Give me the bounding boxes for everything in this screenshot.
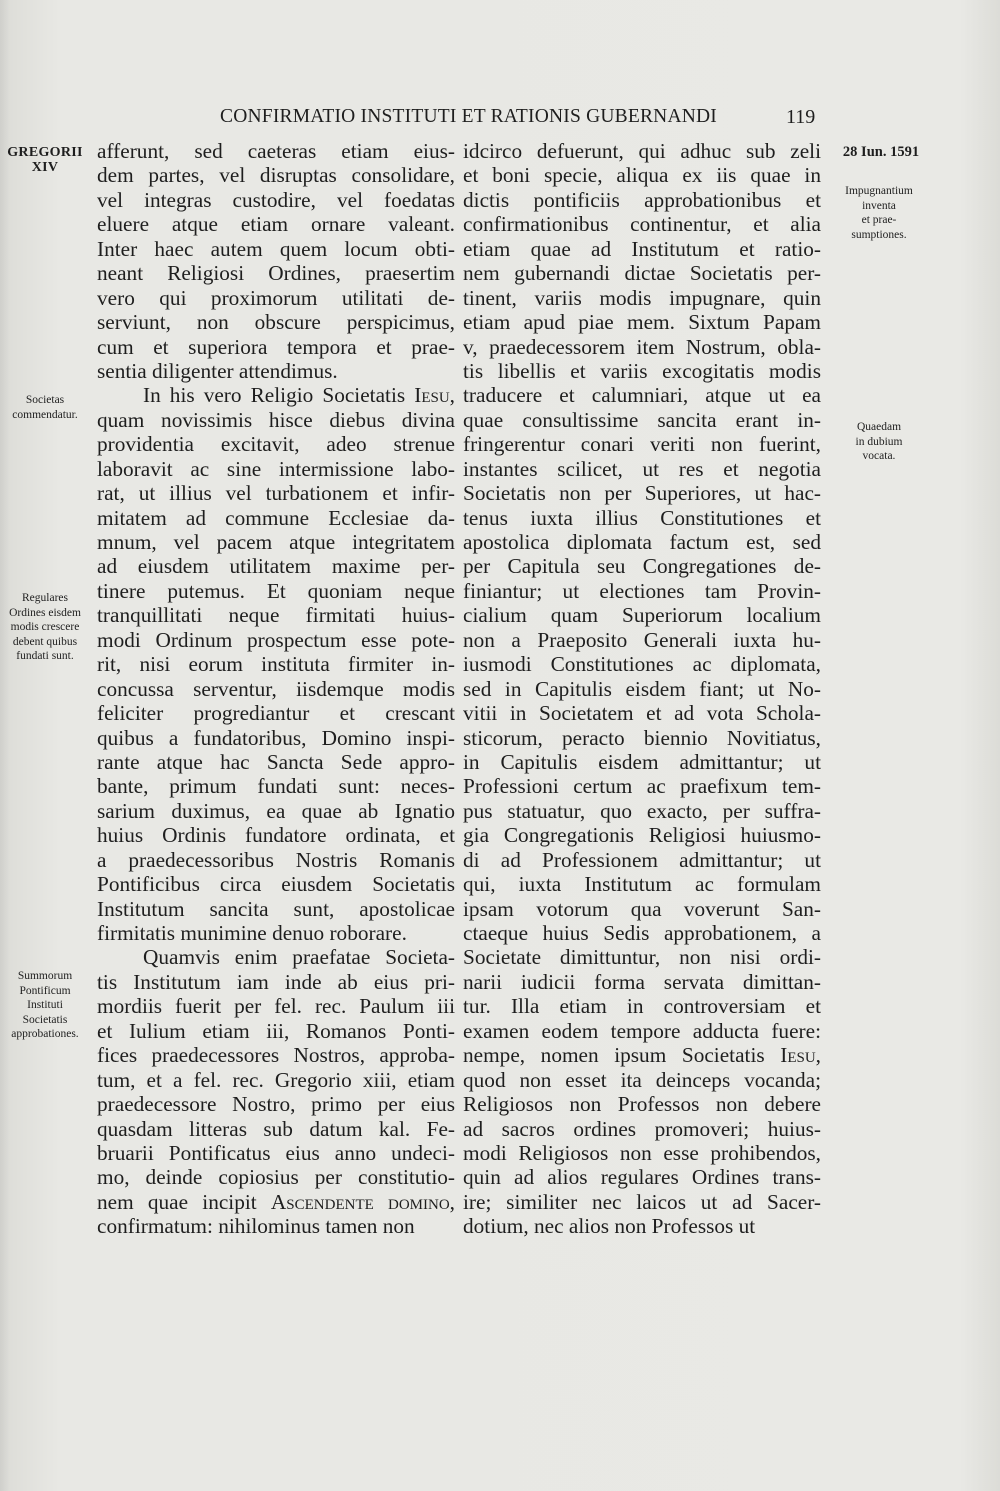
margin-note-regulares [2, 591, 88, 664]
text-line: vero qui proximorum utilitati de- [97, 285, 455, 310]
text-line: quibus a fundatoribus, Domino inspi- [97, 725, 455, 750]
margin-note-line: Regulares [22, 592, 68, 604]
margin-note-line: modis crescere [10, 621, 80, 633]
text-line: modi Ordinum prospectum esse pote- [97, 627, 455, 652]
text-line: rat, ut illius vel turbationem et infir- [97, 481, 455, 506]
margin-note-line: debent quibus [12, 635, 78, 648]
text-line: ipsam votorum qua voverunt San- [463, 896, 821, 921]
margin-note-line: Ordines eisdem [9, 606, 81, 619]
text-line: et Iulium etiam iii, Romanos Ponti- [97, 1018, 455, 1043]
text-line: tenus iuxta illius Constitutiones et [463, 505, 821, 530]
text-line: quin ad alios regulares Ordines trans- [463, 1165, 821, 1190]
text-line: fices praedecessores Nostros, approba- [97, 1043, 455, 1068]
text-line: cialium quam Superiorum localium [463, 603, 821, 628]
text-line: nem gubernandi dictae Societatis per- [463, 261, 821, 286]
margin-note-line: vocata. [862, 450, 896, 462]
margin-pope-line: XIV [31, 159, 59, 175]
text-line: sentia diligenter attendimus. [97, 358, 338, 383]
text-line: in Capitulis eisdem admittantur; ut [463, 749, 821, 774]
text-line: Professioni certum ac praefixum tem- [463, 774, 821, 799]
text-line: nempe, nomen ipsum Societatis Iesu, [463, 1043, 821, 1068]
text-line: mitatem ad commune Ecclesiae da- [97, 505, 455, 530]
margin-note-line: Quaedam [856, 421, 902, 433]
text-line: pus statuatur, quo exacto, per suffra- [463, 798, 821, 823]
text-line: et boni specie, aliqua ex iis quae in [463, 163, 821, 188]
text-line: mo, deinde copiosius per constitutio- [97, 1165, 455, 1190]
text-line: afferunt, sed caeteras etiam eius- [97, 139, 455, 163]
margin-note-line: Instituti [27, 999, 63, 1011]
text-line: praedecessore Nostro, primo per eius [97, 1092, 455, 1117]
text-line: quasdam litteras sub datum kal. Fe- [97, 1116, 455, 1141]
text-line: bruarii Pontificatus eius anno undeci- [97, 1140, 455, 1165]
text-line: idcirco defuerunt, qui adhuc sub zeli [463, 139, 821, 163]
text-line: mordiis fuerit per fel. rec. Paulum iii [97, 994, 455, 1019]
text-line: tur. Illa etiam in controversiam et [463, 994, 821, 1019]
margin-pope-line: GREGORII [7, 145, 83, 160]
margin-note-line: in dubium [855, 435, 903, 448]
text-line: Societate dimittuntur, non nisi ordi- [463, 945, 821, 970]
margin-note-line: Impugnantium [845, 185, 913, 197]
text-line: eluere atque etiam ornare valeant. [97, 212, 455, 237]
text-line: examen eodem tempore adducta fuere: [463, 1018, 821, 1043]
text-line: etiam quae ad Institutum et ratio- [463, 236, 821, 261]
text-line: quod non esset ita deinceps vocanda; [463, 1067, 821, 1092]
text-line: mnum, vel pacem atque integritatem [97, 530, 455, 554]
text-line: quam novissimis hisce diebus divina [97, 407, 455, 432]
text-line: quae consultissime sancita erant in- [463, 407, 821, 432]
text-line: cum et superiora tempora et prae- [97, 334, 455, 359]
text-line: dictis pontificiis approbationibus et [463, 187, 821, 212]
text-line: tinent, variis modis impugnare, quin [463, 285, 821, 310]
small-caps-word: Ascendente domino [270, 1189, 450, 1214]
margin-note-line: Summorum [17, 970, 73, 982]
text-line: gia Congregationis Religiosi huiusmo- [463, 823, 821, 848]
text-line: sticorum, peracto biennio Novitiatus, [463, 725, 821, 750]
text-line: confirmationibus continentur, et alia [463, 212, 821, 237]
text-line: dem partes, vel disruptas consolidare, [97, 163, 455, 188]
text-line: per Capitula seu Congregationes de- [463, 554, 821, 579]
text-line: fringerentur conari veriti non fuerint, [463, 432, 821, 457]
text-line: serviunt, non obscure perspicimus, [97, 310, 455, 335]
text-line: ctaeque huius Sedis approbationem, a [463, 921, 821, 945]
margin-date: 28 Iun. 1591 [842, 144, 920, 160]
running-title: CONFIRMATIO INSTITUTI ET RATIONIS GUBERNANDI [220, 106, 718, 127]
text-line: Quamvis enim praefatae Societa- [143, 945, 455, 970]
margin-note-line: Societatis [22, 1013, 68, 1026]
text-line: tinere putemus. Et quoniam neque [97, 578, 455, 603]
text-line: iusmodi Constitutiones ac diplomata, [463, 652, 821, 677]
text-line: Institutum sancita sunt, apostolicae [97, 896, 455, 921]
text-line: finiantur; ut electiones tam Provin- [463, 578, 821, 603]
small-caps-word: Iesu [414, 383, 450, 408]
left-text-column [97, 139, 455, 1239]
text-line: vel integras custodire, vel foedatas [97, 187, 455, 212]
text-line: sarium duximus, ea quae ab Ignatio [97, 798, 455, 823]
margin-note-line: et prae- [861, 214, 897, 226]
text-line: laboravit ac sine intermissione labo- [97, 456, 455, 481]
text-line: tis libellis et variis excogitatis modis [463, 358, 821, 383]
text-line: Pontificibus circa eiusdem Societatis [97, 872, 455, 897]
margin-note-line: approbationes. [11, 1028, 79, 1040]
text-line: v, praedecessorem item Nostrum, obla- [463, 334, 821, 359]
text-line: ad sacros ordines promoveri; huius- [463, 1116, 821, 1141]
text-line: tum, et a fel. rec. Gregorio xiii, etiam [97, 1067, 455, 1092]
text-line: confirmatum: nihilominus tamen non [97, 1214, 415, 1239]
text-line: a praedecessoribus Nostris Romanis [97, 847, 455, 872]
text-line: di ad Professionem admittantur; ut [463, 847, 821, 872]
text-line: Societatis non per Superiores, ut hac- [463, 481, 821, 506]
text-line: Inter haec autem quem locum obti- [97, 236, 455, 261]
page-number: 119 [786, 106, 816, 128]
text-line: rit, nisi eorum instituta firmiter in- [97, 652, 455, 677]
text-line: In his vero Religio Societatis Iesu, [143, 383, 455, 408]
margin-note-line: fundati sunt. [16, 650, 74, 662]
margin-note-quaedam [822, 420, 936, 464]
text-line: providentia excitavit, adeo strenue [97, 432, 455, 457]
text-line: rante atque hac Sancta Sede appro- [97, 749, 455, 774]
small-caps-word: Iesu [780, 1043, 816, 1068]
text-line: dotium, nec alios non Professos ut [463, 1214, 756, 1239]
text-line: neant Religiosi Ordines, praesertim [97, 261, 455, 286]
margin-note-summorum [2, 969, 88, 1042]
text-line: apostolica diplomata factum est, sed [463, 530, 821, 554]
text-line: non a Praeposito Generali iuxta hu- [463, 627, 821, 652]
right-text-column [463, 139, 821, 1239]
text-line: tis Institutum iam inde ab eius pri- [97, 969, 455, 994]
text-line: ad eiusdem utilitatem maxime per- [97, 554, 455, 579]
margin-note-line: Pontificum [19, 984, 71, 997]
margin-note-line: inventa [862, 199, 896, 212]
margin-note-line: sumptiones. [851, 228, 907, 241]
margin-note-line: commendatur. [12, 408, 78, 421]
text-line: tranquillitati neque firmitati huius- [97, 603, 455, 628]
text-line: nem quae incipit Ascendente domino, [97, 1189, 455, 1214]
text-line: Religiosos non Professos non debere [463, 1092, 821, 1117]
text-line: modi Religiosos non esse prohibendos, [463, 1140, 821, 1165]
text-line: etiam apud piae mem. Sixtum Papam [463, 310, 821, 335]
text-line: ire; similiter nec laicos ut ad Sacer- [463, 1189, 821, 1214]
margin-note-line: Societas [25, 394, 65, 406]
text-line: feliciter progrediantur et crescant [97, 701, 455, 726]
text-line: instantes scilicet, ut res et negotia [463, 456, 821, 481]
text-line: huius Ordinis fundatore ordinata, et [97, 823, 455, 848]
margin-note-impugnantium [822, 184, 936, 242]
text-line: traducere et calumniari, atque ut ea [463, 383, 821, 408]
text-line: narii iudicii forma servata dimittan- [463, 969, 821, 994]
text-line: vitii in Societatem et ad vota Schola- [463, 701, 821, 726]
text-line: concussa serventur, iisdemque modis [97, 676, 455, 701]
text-line: sed in Capitulis eisdem fiant; ut No- [463, 676, 821, 701]
text-line: qui, iuxta Institutum ac formulam [463, 872, 821, 897]
text-line: bante, primum fundati sunt: neces- [97, 774, 455, 799]
margin-note-societas [2, 393, 88, 422]
margin-pope-name [2, 146, 88, 175]
text-line: firmitatis munimine denuo roborare. [97, 921, 407, 945]
